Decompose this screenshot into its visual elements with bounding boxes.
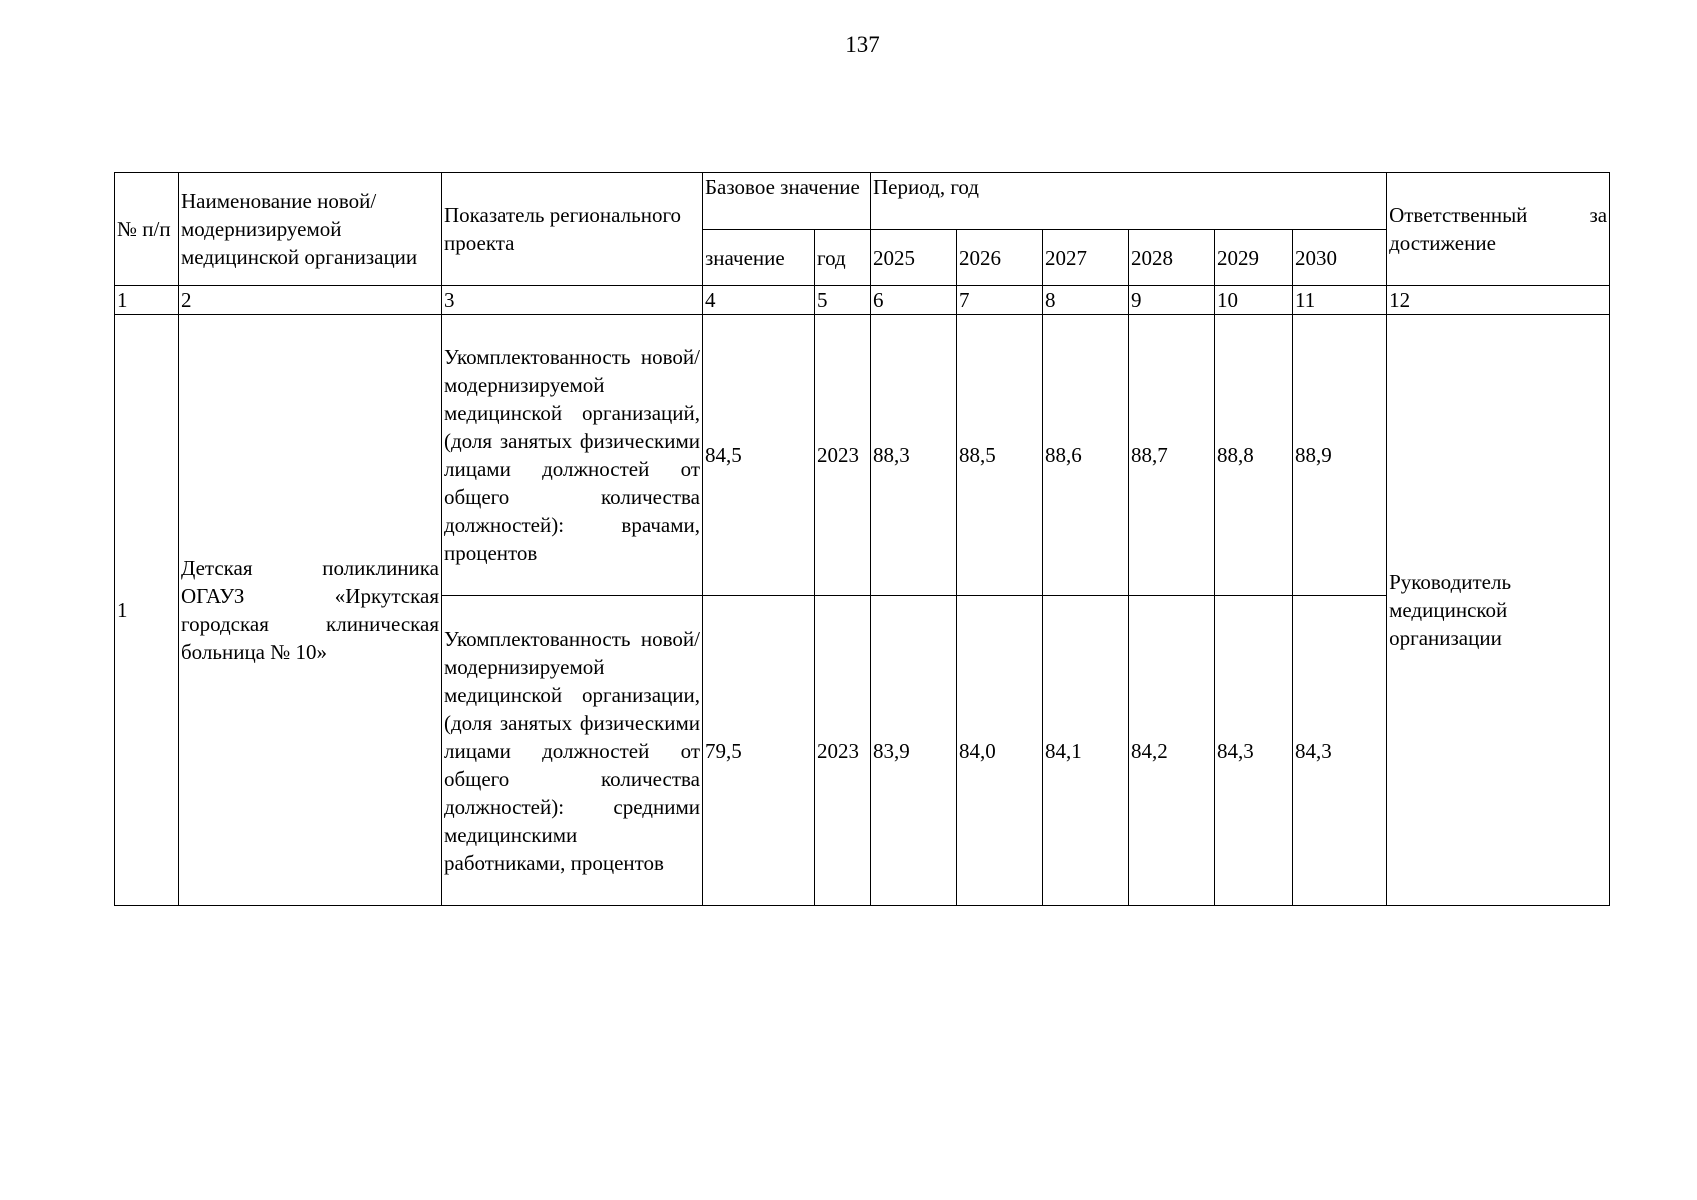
- base-year-cell: [815, 596, 871, 906]
- header-responsible-text: Ответственный за достижение: [1389, 203, 1608, 255]
- row-org-name: [179, 315, 442, 906]
- base-year-cell: [815, 315, 871, 596]
- column-number: 8: [1043, 286, 1129, 315]
- header-base-value-text: значение: [705, 245, 785, 270]
- value-cell: [1043, 315, 1129, 596]
- value-text: 84,3: [1295, 738, 1332, 763]
- row-num-text: 1: [117, 598, 128, 622]
- header-base-value: [703, 230, 815, 286]
- value-text: 84,1: [1045, 738, 1082, 763]
- header-year-text: 2026: [959, 245, 1002, 270]
- header-year-2026: [957, 230, 1043, 286]
- table-row: [115, 315, 1610, 596]
- page-number: 137: [845, 32, 880, 57]
- value-text: 88,6: [1045, 443, 1082, 467]
- value-text: 84,2: [1131, 738, 1168, 763]
- header-base-year: [815, 230, 871, 286]
- header-period: [871, 173, 1387, 230]
- column-number: 10: [1215, 286, 1293, 315]
- value-cell: [1215, 315, 1293, 596]
- header-year-2030: [1293, 230, 1387, 286]
- indicators-table: [114, 172, 1610, 906]
- header-org-name: [179, 173, 442, 286]
- header-year-2029: [1215, 230, 1293, 286]
- indicator-text: Укомплектованность новой/модернизируемой медицинской организаций, (доля занятых физическими лицами должностей от общего количества должностей): врачами, процентов: [444, 345, 700, 565]
- value-cell: [871, 315, 957, 596]
- column-number: 6: [871, 286, 957, 315]
- header-base-year-text: год: [817, 245, 846, 270]
- column-number: 11: [1293, 286, 1387, 315]
- indicator-cell: [442, 596, 703, 906]
- header-period-text: Период, год: [873, 175, 979, 199]
- header-num-text: № п/п: [117, 217, 171, 241]
- value-cell: [1293, 315, 1387, 596]
- value-text: 84,3: [1217, 738, 1254, 763]
- value-cell: [1129, 596, 1215, 906]
- base-year-text: 2023: [817, 443, 859, 467]
- value-text: 88,7: [1131, 443, 1168, 467]
- base-year-text: 2023: [817, 738, 859, 763]
- base-value-cell: [703, 596, 815, 906]
- row-responsible-text: Руководитель медицинской организации: [1389, 570, 1512, 650]
- value-cell: [957, 315, 1043, 596]
- column-number: 1: [115, 286, 179, 315]
- header-indicator-text: Показатель регионального проекта: [444, 203, 682, 255]
- value-text: 84,0: [959, 738, 996, 763]
- header-indicator: [442, 173, 703, 286]
- value-cell: [871, 596, 957, 906]
- value-cell: [1043, 596, 1129, 906]
- value-text: 88,8: [1217, 443, 1254, 467]
- value-text: 88,3: [873, 443, 910, 467]
- value-cell: [1293, 596, 1387, 906]
- header-year-2027: [1043, 230, 1129, 286]
- indicator-text: Укомплектованность новой/модернизируемой медицинской организации, (доля занятых физическими лицами должностей от общего количества должностей): средними медицинскими работниками, процентов: [444, 626, 700, 875]
- value-text: 83,9: [873, 738, 910, 763]
- header-year-2025: [871, 230, 957, 286]
- value-cell: [957, 596, 1043, 906]
- header-year-text: 2030: [1295, 245, 1338, 270]
- value-text: 88,5: [959, 443, 996, 467]
- column-number: 2: [179, 286, 442, 315]
- header-year-text: 2025: [873, 245, 916, 270]
- column-numbers-row: [115, 286, 1610, 315]
- header-year-text: 2027: [1045, 245, 1088, 270]
- column-number: 9: [1129, 286, 1215, 315]
- value-text: 88,9: [1295, 443, 1332, 467]
- value-cell: [1129, 315, 1215, 596]
- header-org-name-text: Наименование новой/модернизируемой медицинской организации: [181, 189, 418, 269]
- base-value-text: 79,5: [705, 738, 742, 763]
- column-number: 5: [815, 286, 871, 315]
- header-responsible: [1387, 173, 1610, 286]
- indicator-cell: [442, 315, 703, 596]
- row-org-name-text: Детская поликлиника ОГАУЗ «Иркутская городская клиническая больница № 10»: [181, 556, 439, 664]
- header-num: [115, 173, 179, 286]
- column-number: 12: [1387, 286, 1610, 315]
- value-cell: [1215, 596, 1293, 906]
- column-number: 4: [703, 286, 815, 315]
- header-base-text: Базовое значение: [705, 175, 860, 199]
- row-num: [115, 315, 179, 906]
- header-base: [703, 173, 871, 230]
- header-row-1: [115, 173, 1610, 230]
- column-number: 3: [442, 286, 703, 315]
- header-year-text: 2028: [1131, 245, 1174, 270]
- header-year-text: 2029: [1217, 245, 1260, 270]
- base-value-cell: [703, 315, 815, 596]
- base-value-text: 84,5: [705, 443, 742, 467]
- header-year-2028: [1129, 230, 1215, 286]
- column-number: 7: [957, 286, 1043, 315]
- row-responsible: [1387, 315, 1610, 906]
